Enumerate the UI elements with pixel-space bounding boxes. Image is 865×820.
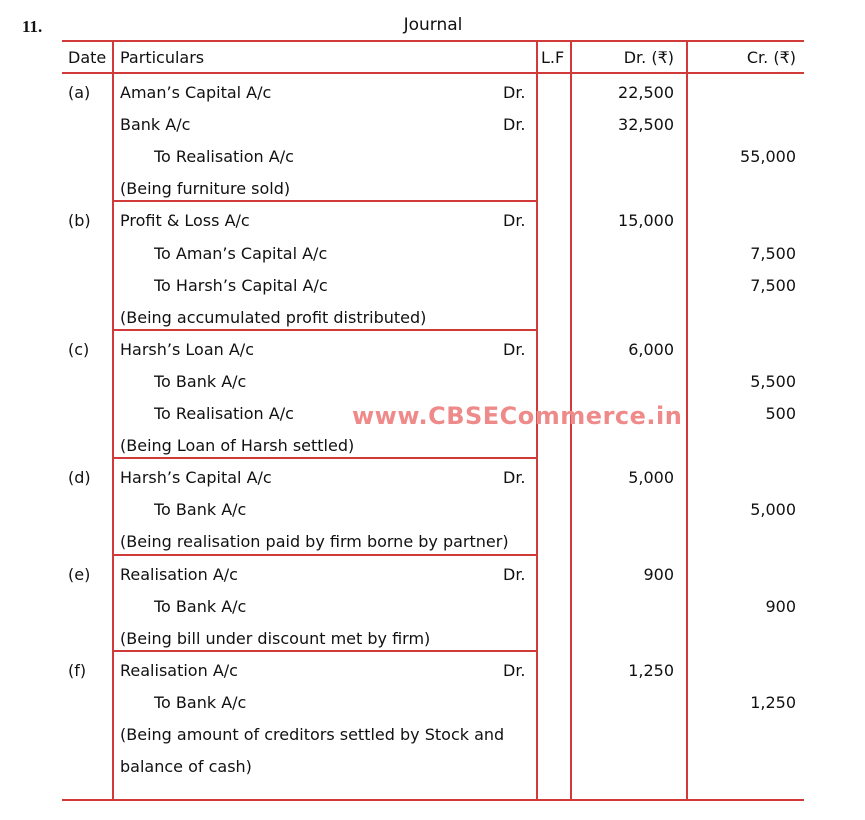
page-title: Journal [403, 15, 463, 35]
header-cr: Cr. (₹) [746, 48, 796, 67]
debit-amount: 32,500 [618, 115, 674, 135]
table-top-rule [62, 40, 804, 42]
header-particulars: Particulars [120, 48, 205, 67]
credit-account: To Realisation A/c [154, 147, 294, 167]
debit-account: Harsh’s Capital A/c [120, 468, 272, 488]
dr-marker: Dr. [503, 83, 526, 102]
entry-date: (e) [68, 564, 91, 584]
debit-amount: 5,000 [628, 468, 674, 488]
debit-account: Realisation A/c [120, 660, 238, 680]
credit-account: To Bank A/c [154, 371, 247, 391]
debit-amount: 1,250 [628, 660, 674, 680]
debit-account: Aman’s Capital A/c [120, 83, 272, 102]
dr-marker: Dr. [503, 564, 526, 584]
credit-account: To Aman’s Capital A/c [154, 243, 328, 263]
debit-account: Harsh’s Loan A/c [120, 339, 254, 359]
header-dr: Dr. (₹) [623, 48, 674, 67]
narration: (Being bill under discount met by firm) [120, 628, 431, 648]
entry-date: (d) [68, 468, 91, 488]
narration: (Being Loan of Harsh settled) [120, 436, 355, 456]
debit-account: Profit & Loss A/c [120, 211, 250, 231]
entry-separator [112, 329, 538, 331]
credit-account: To Realisation A/c [154, 404, 294, 423]
dr-marker: Dr. [503, 115, 526, 135]
entry-separator [112, 200, 538, 202]
credit-account: To Bank A/c [154, 596, 247, 616]
header-bottom-rule [62, 72, 804, 74]
credit-account: To Harsh’s Capital A/c [154, 275, 328, 295]
header-date: Date [68, 48, 107, 67]
entry-date: (f) [68, 660, 87, 680]
entry-separator [112, 554, 538, 556]
narration: (Being realisation paid by firm borne by partner) [120, 532, 509, 552]
narration: (Being furniture sold) [120, 179, 291, 199]
credit-account: To Bank A/c [154, 500, 247, 520]
credit-amount: 900 [765, 596, 796, 616]
entry-separator [112, 650, 538, 652]
credit-amount: 7,500 [750, 243, 796, 263]
entry-separator [112, 457, 538, 459]
dr-marker: Dr. [503, 211, 526, 231]
entry-date: (c) [68, 339, 90, 359]
narration: balance of cash) [120, 757, 252, 777]
credit-amount: 500 [765, 404, 796, 423]
dr-marker: Dr. [503, 468, 526, 488]
dr-marker: Dr. [503, 339, 526, 359]
credit-account: To Bank A/c [154, 692, 247, 712]
date-column-rule [112, 41, 114, 801]
credit-amount: 1,250 [750, 692, 796, 712]
entry-date: (b) [68, 211, 91, 231]
question-number: 11. [22, 17, 43, 36]
entry-date: (a) [68, 83, 91, 102]
credit-amount: 55,000 [740, 147, 796, 167]
credit-amount: 5,000 [750, 500, 796, 520]
header-lf: L.F [541, 48, 565, 67]
debit-amount: 22,500 [618, 83, 674, 102]
debit-account: Bank A/c [120, 115, 191, 135]
debit-account: Realisation A/c [120, 564, 238, 584]
narration: (Being amount of creditors settled by Stock and [120, 725, 505, 744]
debit-amount: 15,000 [618, 211, 674, 231]
narration: (Being accumulated profit distributed) [120, 307, 427, 327]
debit-amount: 900 [643, 564, 674, 584]
watermark: www.CBSECommerce.in [352, 402, 683, 430]
credit-amount: 7,500 [750, 275, 796, 295]
debit-amount: 6,000 [628, 339, 674, 359]
table-bottom-rule [62, 799, 804, 801]
dr-marker: Dr. [503, 660, 526, 680]
credit-amount: 5,500 [750, 371, 796, 391]
